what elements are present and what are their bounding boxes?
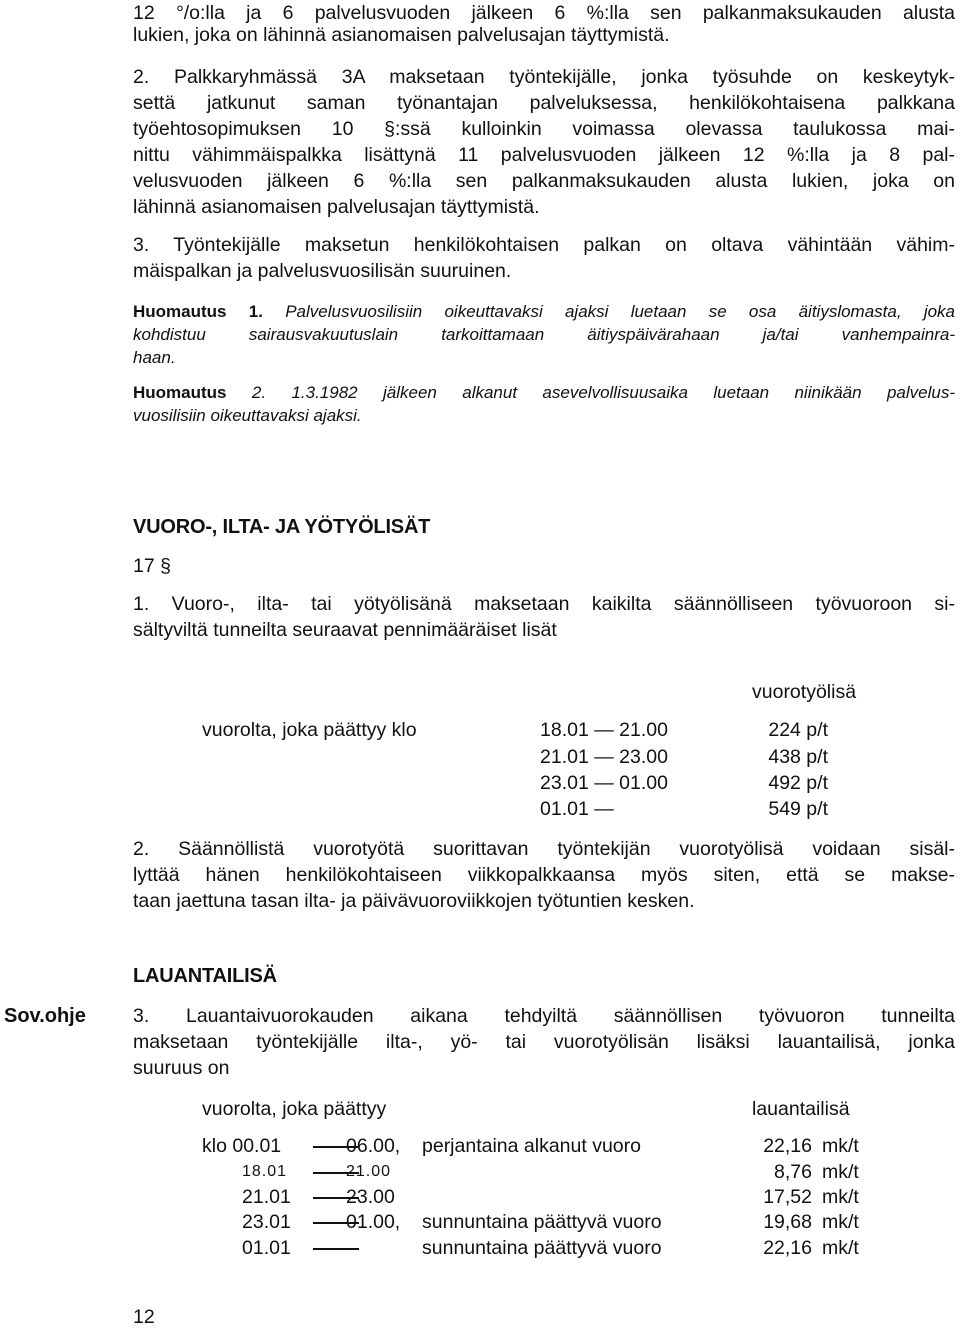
sat-row-1-amount: 22,16: [763, 1135, 812, 1157]
sat-row-1-from: klo 00.01: [202, 1135, 282, 1157]
margin-label-sov-ohje: Sov.ohje: [4, 1005, 86, 1027]
note2-line-1: Huomautus 2. 1.3.1982 jälkeen alkanut asevelvollisuusaika luetaan niinikään palvelus-: [133, 383, 955, 402]
shift-allowance-col-header: vuorotyölisä: [752, 681, 857, 703]
sat-row-5-unit: mk/t: [822, 1237, 859, 1259]
sat-row-4-note: sunnuntaina päättyvä vuoro: [422, 1211, 662, 1233]
sat-row-4-to: 01.00,: [346, 1211, 401, 1233]
section-heading-saturday: LAUANTAILISÄ: [133, 965, 277, 987]
shift-row-2-time: 21.01 — 23.00: [540, 746, 668, 768]
continuation-line-2: lukien, joka on lähinnä asianomaisen palvelusajan täyttymistä.: [133, 24, 670, 46]
para3-line-1: 3. Työntekijälle maksetun henkilökohtaisen palkan on oltava vähintään vähim-: [133, 234, 955, 256]
shift-row-4-amount: 549 p/t: [768, 798, 828, 820]
para2-line-4: nittu vähimmäispalkka lisättynä 11 palvelusvuoden jälkeen 12 %:lla ja 8 pal-: [133, 144, 955, 166]
note1-label: Huomautus 1.: [133, 302, 263, 321]
s17-para2-line-1: 2. Säännöllistä vuorotyötä suorittavan työntekijän vuorotyölisä voidaan sisäl-: [133, 838, 955, 860]
shift-row-3-amount: 492 p/t: [768, 772, 828, 794]
note2-line-2: vuosilisiin oikeuttavaksi ajaksi.: [133, 406, 362, 425]
sat-row-4-from: 23.01: [242, 1211, 291, 1233]
shift-row-1-time: 18.01 — 21.00: [540, 719, 668, 741]
sat-row-5-amount: 22,16: [763, 1237, 812, 1259]
sat-row-3-amount: 17,52: [763, 1186, 812, 1208]
sat-row-1-to: 06.00,: [346, 1135, 401, 1157]
sat-col-right-header: lauantailisä: [752, 1098, 850, 1120]
shift-row-4-time: 01.01 —: [540, 798, 614, 820]
sat-col-left-header: vuorolta, joka päättyy: [202, 1098, 387, 1120]
continuation-line-1: 12 °/o:lla ja 6 palvelusvuoden jälkeen 6 %:lla sen palkanmaksukauden alusta: [133, 2, 955, 24]
sat-row-1-note: perjantaina alkanut vuoro: [422, 1135, 641, 1157]
sat-row-4-unit: mk/t: [822, 1211, 859, 1233]
shift-row-1-amount: 224 p/t: [768, 719, 828, 741]
note1-line-3: haan.: [133, 348, 176, 367]
sat-row-5-dash: [313, 1248, 359, 1250]
sat-row-1-unit: mk/t: [822, 1135, 859, 1157]
para2-line-2: settä jatkunut saman työnantajan palveluksessa, henkilökohtaisena palkkana: [133, 92, 955, 114]
sat-row-4-amount: 19,68: [763, 1211, 812, 1233]
sat-para-line-3: suuruus on: [133, 1057, 230, 1079]
sat-row-5-note: sunnuntaina päättyvä vuoro: [422, 1237, 662, 1259]
para3-line-2: mäispalkan ja palvelusvuosilisän suuruinen.: [133, 260, 512, 282]
sat-row-5-from: 01.01: [242, 1237, 291, 1259]
shift-row-3-time: 23.01 — 01.00: [540, 772, 668, 794]
note1-line-2: kohdistuu sairausvakuutuslain tarkoittamaan äitiyspäivärahaan ja/tai vanhempainra-: [133, 325, 955, 344]
para2-line-3: työehtosopimuksen 10 §:ssä kulloinkin voimassa olevassa taulukossa mai-: [133, 118, 955, 140]
s17-intro-line-1: 1. Vuoro-, ilta- tai yötyölisänä maksetaan kaikilta säännölliseen työvuoroon si-: [133, 593, 955, 615]
shift-row-label: vuorolta, joka päättyy klo: [202, 719, 417, 741]
sat-row-2-to: 21.00: [346, 1163, 392, 1180]
sat-row-3-unit: mk/t: [822, 1186, 859, 1208]
sat-para-line-1: 3. Lauantaivuorokauden aikana tehdyiltä säännöllisen työvuoron tunneilta: [133, 1005, 955, 1027]
para2-line-5: velusvuoden jälkeen 6 %:lla sen palkanmaksukauden alusta lukien, joka on: [133, 170, 955, 192]
sat-row-2-unit: mk/t: [822, 1161, 859, 1183]
section-heading-shift-allowances: VUORO-, ILTA- JA YÖTYÖLISÄT: [133, 516, 431, 538]
note1-line-1: Huomautus 1. Palvelusvuosilisiin oikeuttavaksi ajaksi luetaan se osa äitiyslomasta, joka: [133, 302, 956, 321]
sat-row-2-from: 18.01: [242, 1163, 288, 1180]
para2-line-6: lähinnä asianomaisen palvelusajan täyttymistä.: [133, 196, 540, 218]
page-number: 12: [133, 1306, 155, 1328]
para2-line-1: 2. Palkkaryhmässä 3A maksetaan työntekijälle, jonka työsuhde on keskeytyk-: [133, 66, 955, 88]
sat-row-2-amount: 8,76: [774, 1161, 812, 1183]
sat-para-line-2: maksetaan työntekijälle ilta-, yö- tai vuorotyölisän lisäksi lauantailisä, jonka: [133, 1031, 955, 1053]
s17-para2-line-2: lyttää hänen henkilökohtaiseen viikkopalkkaansa myös siten, että se makse-: [133, 864, 955, 886]
sat-row-3-to: 23.00: [346, 1186, 395, 1208]
note2-label: Huomautus: [133, 383, 227, 402]
s17-intro-line-2: sältyviltä tunneilta seuraavat pennimääräiset lisät: [133, 619, 557, 641]
s17-para2-line-3: taan jaettuna tasan ilta- ja päivävuoroviikkojen työtuntien kesken.: [133, 890, 695, 912]
sat-row-3-from: 21.01: [242, 1186, 291, 1208]
shift-row-2-amount: 438 p/t: [768, 746, 828, 768]
section-number-17: 17 §: [133, 555, 171, 577]
